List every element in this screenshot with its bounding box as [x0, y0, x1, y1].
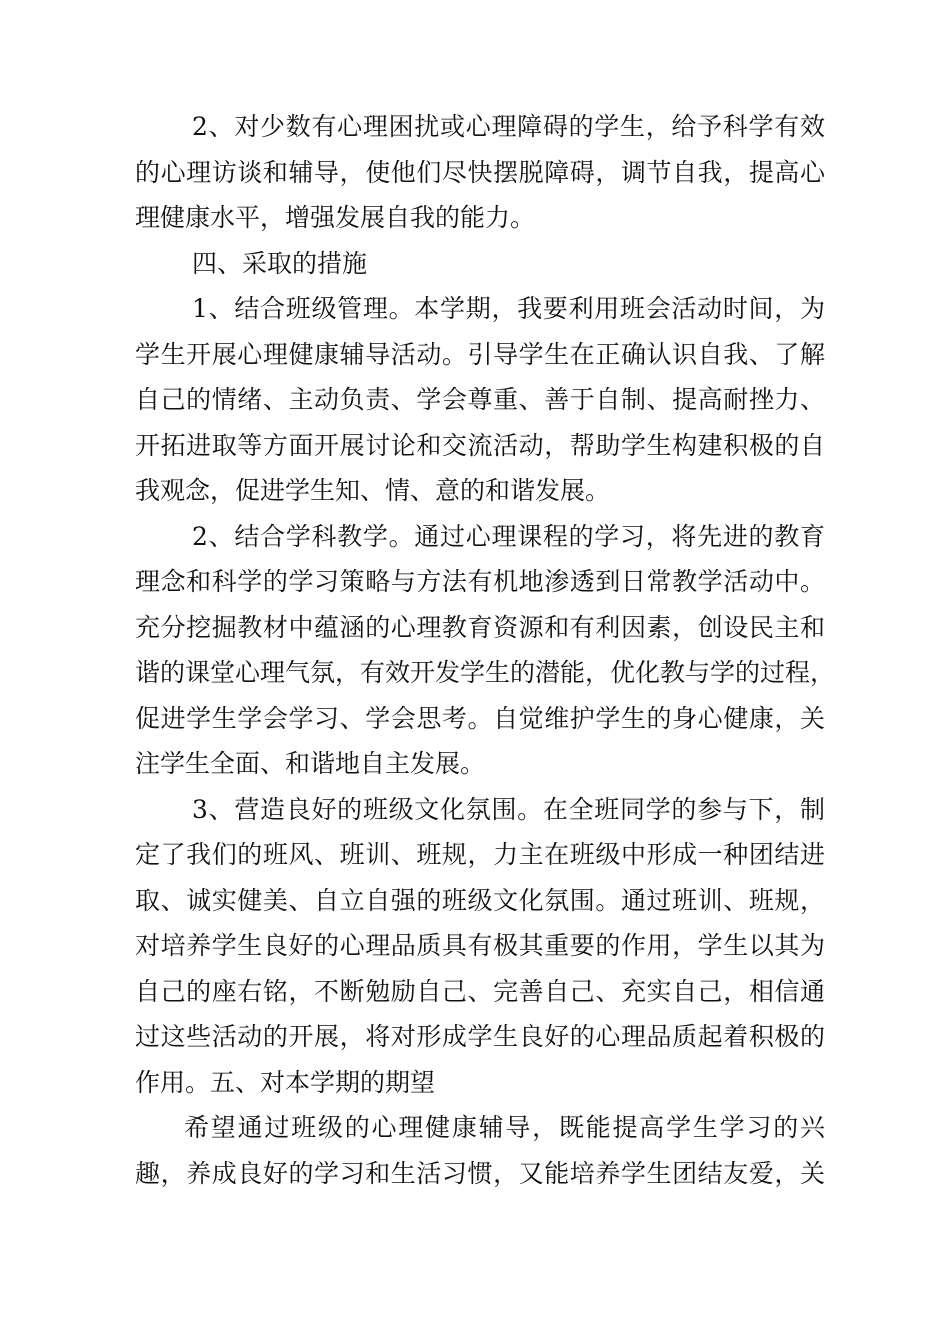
paragraph-line: 取、诚实健美、自立自强的班级文化氛围。通过班训、班规， — [135, 885, 825, 915]
section-heading: 四、采取的措施 — [192, 248, 368, 278]
paragraph-line: 希望通过班级的心理健康辅导，既能提高学生学习的兴 — [184, 1113, 825, 1142]
paragraph-line: 的心理访谈和辅导，使他们尽快摆脱障碍，调节自我，提高心 — [135, 157, 825, 187]
paragraph-line: 自己的座右铭，不断勉励自己、完善自己、充实自己，相信通 — [135, 976, 825, 1006]
paragraph-line: 3、营造良好的班级文化氛围。在全班同学的参与下，制 — [192, 794, 825, 824]
paragraph-line: 过这些活动的开展，将对形成学生良好的心理品质起着积极的 — [135, 1022, 825, 1051]
paragraph-line: 促进学生学会学习、学会思考。自觉维护学生的身心健康，关 — [135, 703, 825, 733]
paragraph-line: 定了我们的班风、班训、班规，力主在班级中形成一种团结进 — [135, 840, 825, 869]
paragraph-line: 1、结合班级管理。本学期，我要利用班会活动时间，为 — [192, 294, 825, 323]
paragraph-line: 作用。五、对本学期的期望 — [135, 1067, 436, 1097]
paragraph-line: 我观念，促进学生知、情、意的和谐发展。 — [135, 476, 611, 505]
paragraph-line: 自己的情绪、主动负责、学会尊重、善于自制、提高耐挫力、 — [135, 385, 825, 414]
paragraph-line: 2、对少数有心理困扰或心理障碍的学生，给予科学有效 — [192, 112, 825, 141]
paragraph-line: 开拓进取等方面开展讨论和交流活动，帮助学生构建积极的自 — [135, 430, 825, 460]
paragraph-line: 趣，养成良好的学习和生活习惯，又能培养学生团结友爱，关 — [135, 1158, 825, 1188]
paragraph-line: 充分挖掘教材中蕴涵的心理教育资源和有利因素，创设民主和 — [135, 612, 825, 642]
paragraph-line: 对培养学生良好的心理品质具有极其重要的作用，学生以其为 — [135, 931, 825, 960]
paragraph-line: 注学生全面、和谐地自主发展。 — [135, 749, 486, 778]
paragraph-line: 2、结合学科教学。通过心理课程的学习，将先进的教育 — [192, 521, 825, 551]
paragraph-line: 理健康水平，增强发展自我的能力。 — [135, 203, 536, 232]
document-body — [135, 104, 836, 1196]
paragraph-line: 理念和科学的学习策略与方法有机地渗透到日常教学活动中。 — [135, 567, 825, 596]
paragraph-line: 谐的课堂心理气氛，有效开发学生的潜能，优化教与学的过程， — [135, 658, 836, 687]
paragraph-line: 学生开展心理健康辅导活动。引导学生在正确认识自我、了解 — [135, 339, 825, 369]
